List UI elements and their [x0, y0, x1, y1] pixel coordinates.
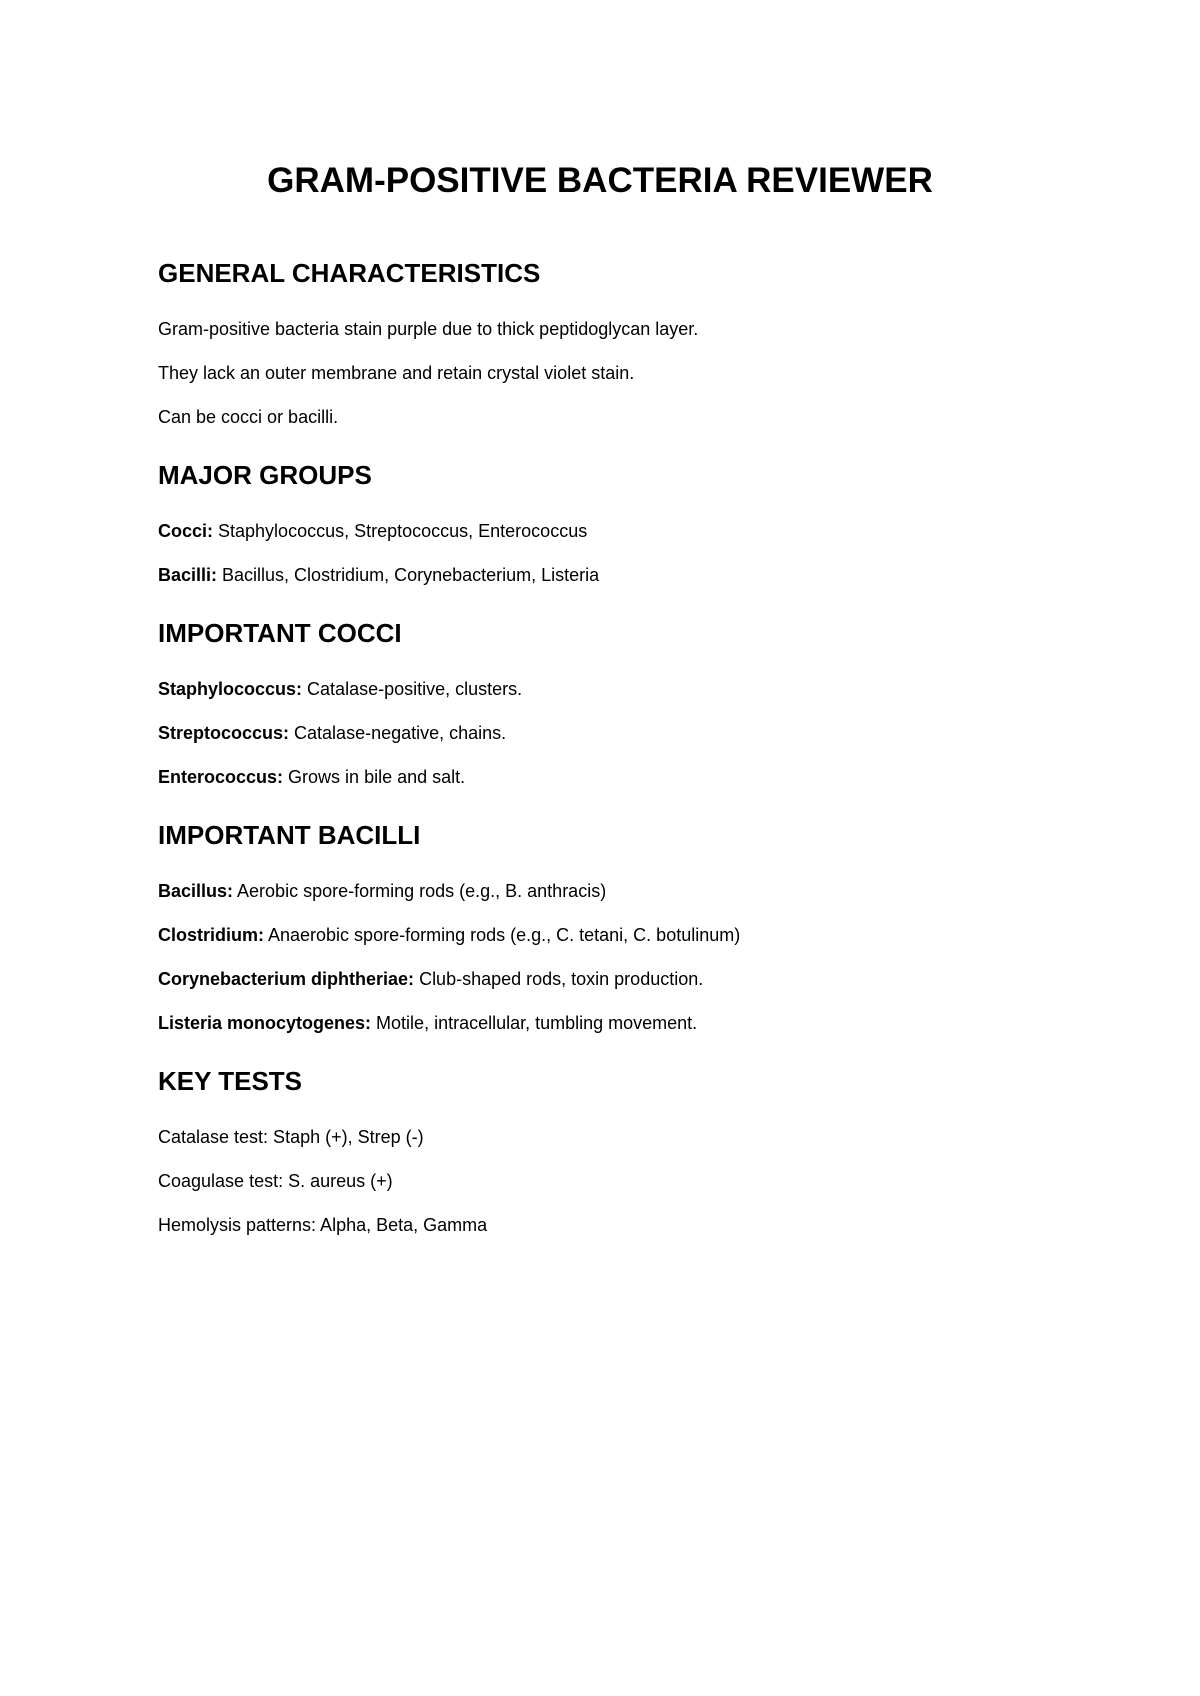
section-general-characteristics — [158, 258, 1058, 428]
section-important-cocci — [158, 618, 1058, 788]
section-heading: MAJOR GROUPS — [158, 460, 372, 490]
paragraph: Gram-positive bacteria stain purple due to thick peptidoglycan layer. — [158, 319, 699, 339]
term-label: Clostridium: — [158, 925, 264, 945]
definition-line — [158, 1012, 1058, 1034]
term-label: Bacillus: — [158, 881, 234, 901]
definition-line — [158, 880, 1058, 902]
definition-line — [158, 766, 1058, 788]
term-label: Streptococcus: — [158, 723, 290, 743]
definition-line — [158, 678, 1058, 700]
paragraph: Coagulase test: S. aureus (+) — [158, 1171, 393, 1191]
definition-line — [158, 564, 1058, 586]
term-description: Catalase-negative, chains. — [289, 723, 507, 743]
term-description: Aerobic spore-forming rods (e.g., B. anthracis) — [233, 881, 607, 901]
section-heading: IMPORTANT COCCI — [158, 618, 402, 648]
term-description: Motile, intracellular, tumbling movement. — [371, 1013, 698, 1033]
term-description: Anaerobic spore-forming rods (e.g., C. tetani, C. botulinum) — [264, 925, 741, 945]
section-heading: GENERAL CHARACTERISTICS — [158, 258, 541, 288]
document-title: GRAM-POSITIVE BACTERIA REVIEWER — [267, 161, 933, 200]
section-important-bacilli — [158, 820, 1058, 1034]
definition-line — [158, 924, 1058, 946]
paragraph: Can be cocci or bacilli. — [158, 407, 339, 427]
section-major-groups — [158, 460, 1058, 586]
document-body — [158, 258, 1058, 1268]
term-label: Staphylococcus: — [158, 679, 303, 699]
term-label: Cocci: — [158, 521, 214, 541]
definition-line — [158, 520, 1058, 542]
term-label: Listeria monocytogenes: — [158, 1013, 372, 1033]
term-description: Catalase-positive, clusters. — [302, 679, 523, 699]
section-heading: KEY TESTS — [158, 1066, 303, 1096]
term-description: Grows in bile and salt. — [283, 767, 466, 787]
section-key-tests — [158, 1066, 1058, 1236]
paragraph: They lack an outer membrane and retain crystal violet stain. — [158, 363, 635, 383]
definition-line — [158, 722, 1058, 744]
definition-line — [158, 968, 1058, 990]
section-heading: IMPORTANT BACILLI — [158, 820, 421, 850]
term-label: Enterococcus: — [158, 767, 284, 787]
term-label: Corynebacterium diphtheriae: — [158, 969, 415, 989]
term-description: Bacillus, Clostridium, Corynebacterium, Listeria — [217, 565, 600, 585]
paragraph: Hemolysis patterns: Alpha, Beta, Gamma — [158, 1215, 488, 1235]
term-description: Club-shaped rods, toxin production. — [414, 969, 704, 989]
term-label: Bacilli: — [158, 565, 218, 585]
paragraph: Catalase test: Staph (+), Strep (-) — [158, 1127, 424, 1147]
term-description: Staphylococcus, Streptococcus, Enterococcus — [213, 521, 588, 541]
